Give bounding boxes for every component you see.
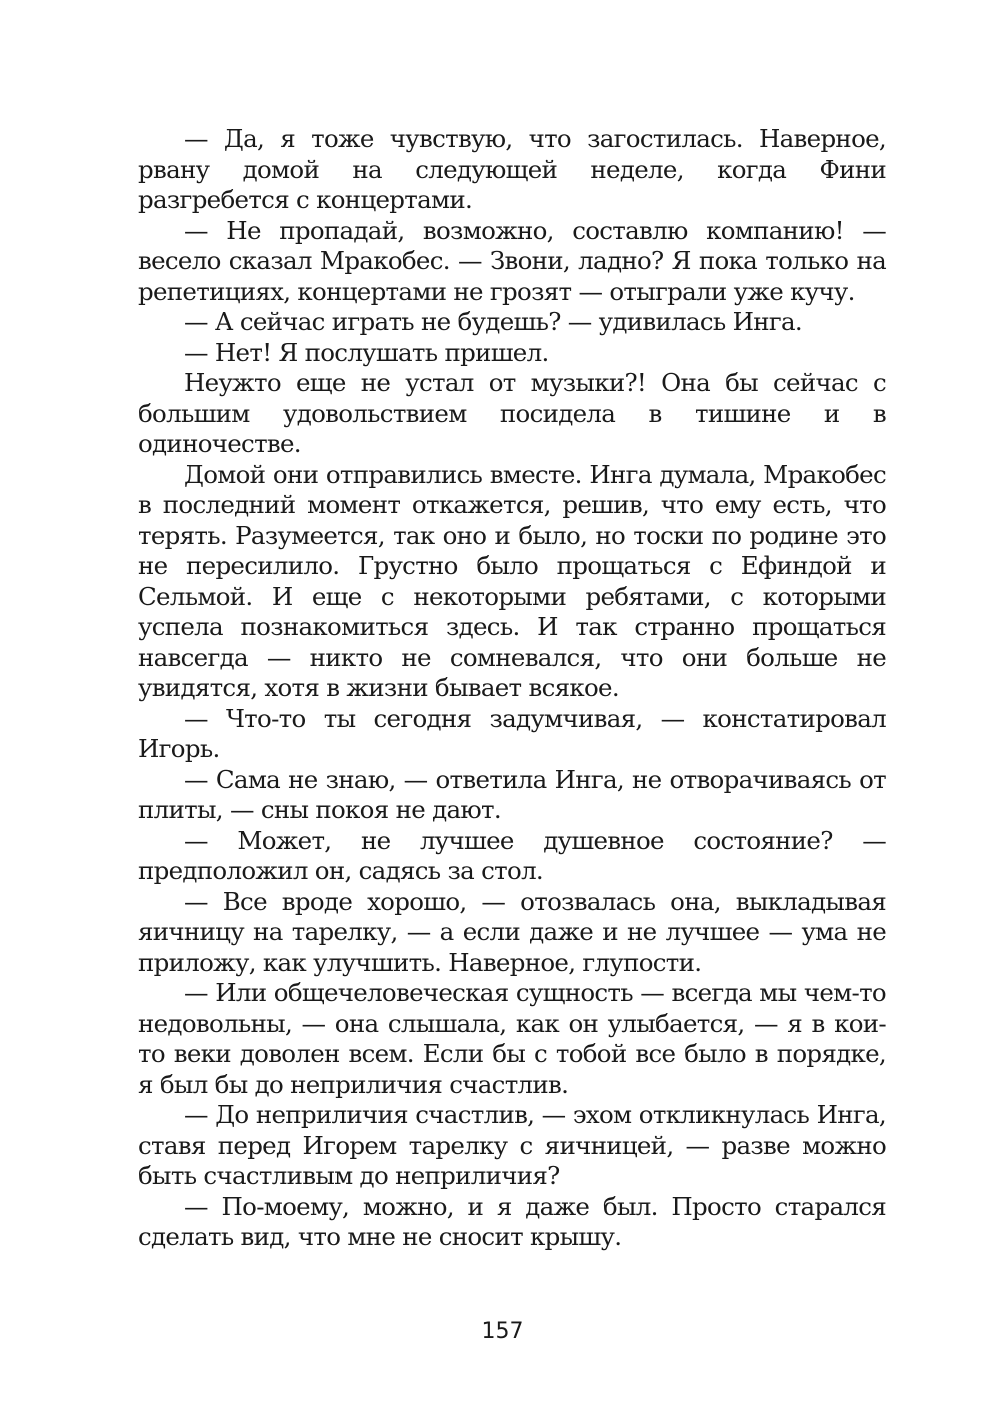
paragraph: Домой они отправились вместе. Инга думала, Мракобес в последний момент откажется, решив, что ему есть, что терять. Разумеется, так оно и было, но тоски по родине это не пересилило. Грустно было прощаться с Ефиндой и Сельмой. И еще с некоторыми ребятами, с которыми успела познакомиться здесь. И так странно прощаться навсегда — никто не сомневался, что они больше не увидятся, хотя в жизни бывает всякое. [138, 459, 886, 702]
paragraph: — Нет! Я послушать пришел. [184, 337, 549, 367]
page-number: 157 [481, 1319, 524, 1344]
paragraph: — Не пропадай, возможно, составлю компанию! — весело сказал Мракобес. — Звони, ладно? Я пока только на репетициях, концертами не грозят — отыграли уже кучу. [138, 215, 886, 306]
paragraph: — А сейчас играть не будешь? — удивилась Инга. [184, 307, 803, 336]
paragraph: — Или общечеловеческая сущность — всегда мы чем-то недовольны, — она слышала, как он улыбается, — я в кои-то веки доволен всем. Если бы с тобой все было в порядке, я был бы до неприличия счастлив. [138, 978, 886, 1099]
page-body-text [138, 124, 886, 1253]
paragraph: — До неприличия счастлив, — эхом откликнулась Инга, ставя перед Игорем тарелку с яичницей, — разве можно быть счастливым до неприличия? [138, 1100, 886, 1190]
paragraph: — Сама не знаю, — ответила Инга, не отворачиваясь от плиты, — сны покоя не дают. [138, 764, 886, 824]
paragraph: — Все вроде хорошо, — отозвалась она, выкладывая яичницу на тарелку, — а если даже и не лучшее — ума не приложу, как улучшить. Наверное, глупости. [138, 886, 886, 977]
paragraph: — Может, не лучшее душевное состояние? — предположил он, садясь за стол. [138, 825, 886, 885]
paragraph: Неужто еще не устал от музыки?! Она бы сейчас с большим удовольствием посидела в тишине и в одиночестве. [138, 368, 886, 458]
paragraph: — Что-то ты сегодня задумчивая, — констатировал Игорь. [138, 703, 886, 763]
paragraph: — Да, я тоже чувствую, что загостилась. Наверное, рвану домой на следующей неделе, когда Фини разгребется с концертами. [138, 124, 886, 214]
paragraph: — По-моему, можно, и я даже был. Просто старался сделать вид, что мне не сносит крышу. [138, 1191, 886, 1251]
